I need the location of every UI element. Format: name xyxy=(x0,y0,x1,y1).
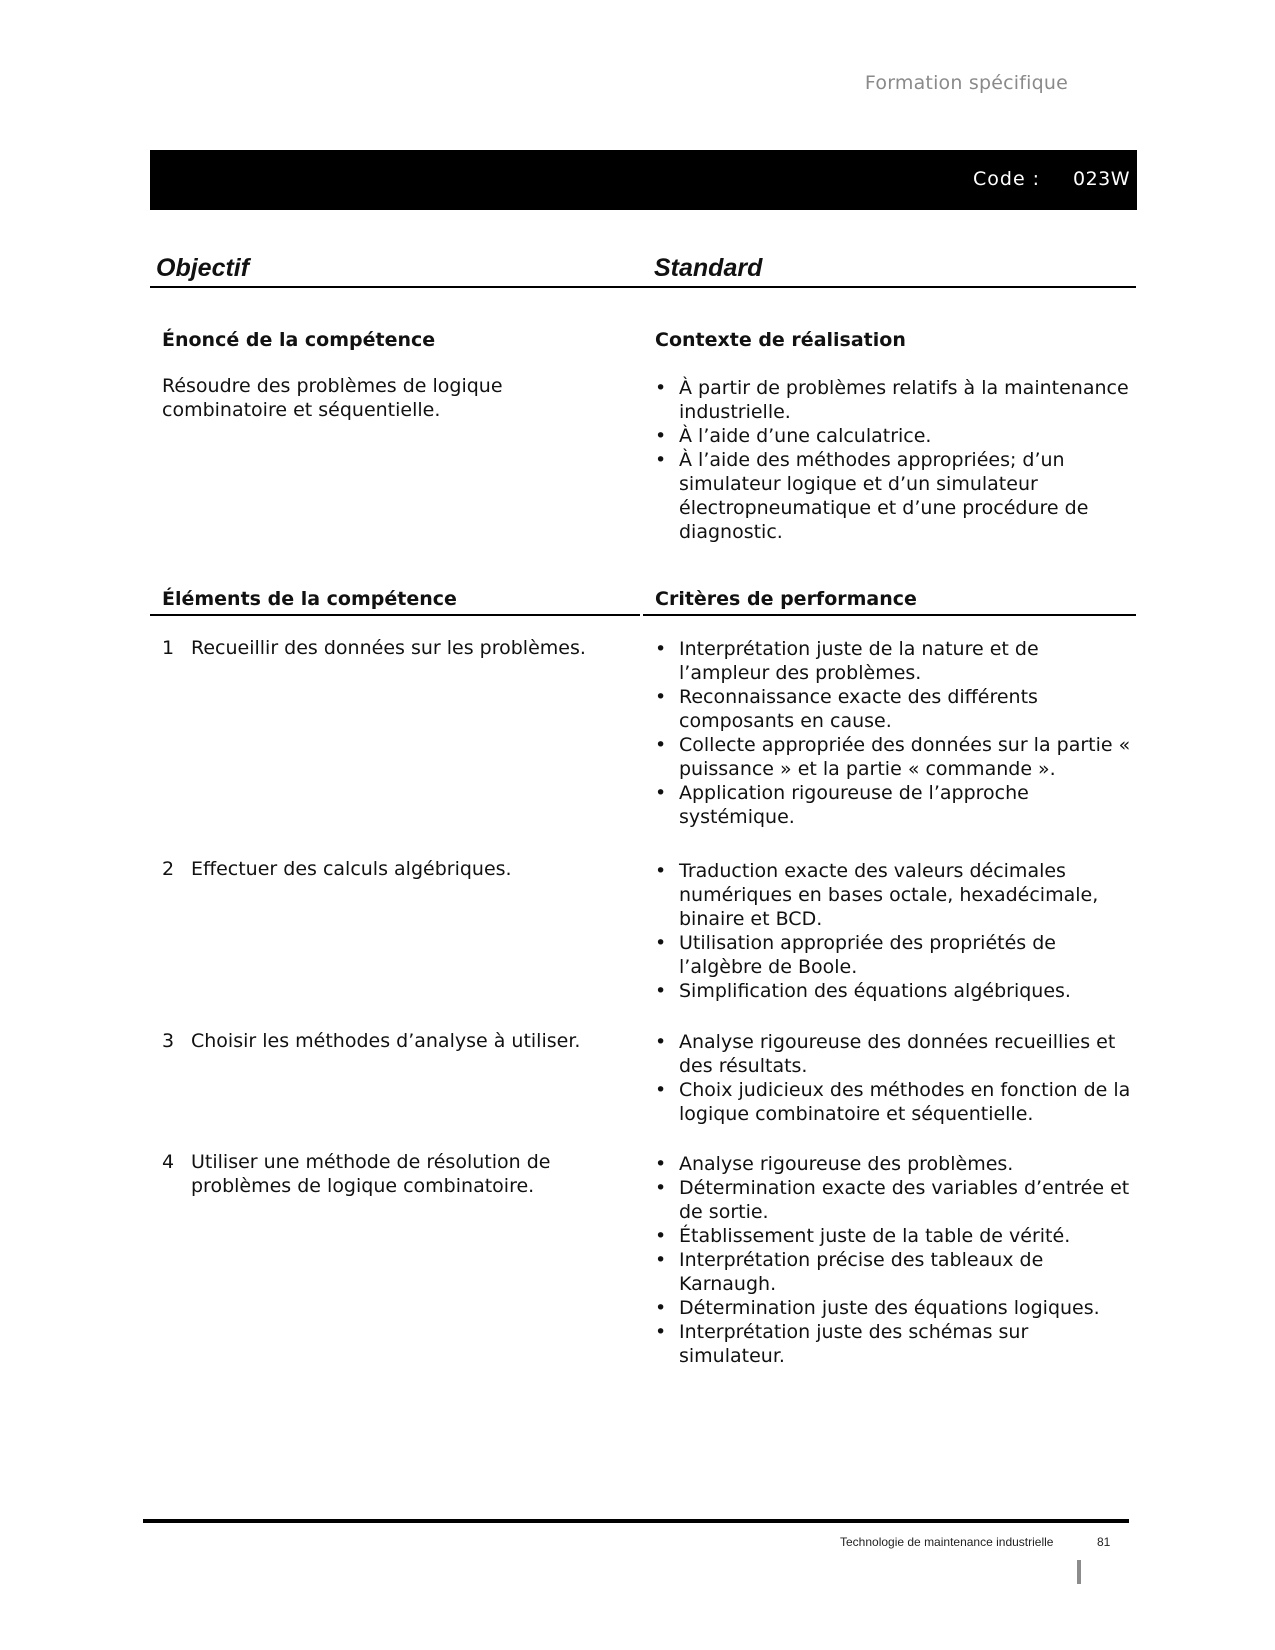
element-item xyxy=(162,1150,631,1198)
contexte-item: • À partir de problèmes relatifs à la maintenance industrielle. xyxy=(655,376,1135,424)
criteres-group-2 xyxy=(655,859,1135,1003)
contexte-item: • À l’aide des méthodes appropriées; d’un simulateur logique et d’un simulateur électropneumatique et d’une procédure de diagnostic. xyxy=(655,448,1135,544)
code-label: Code : xyxy=(973,168,1041,190)
element-text: Effectuer des calculs algébriques. xyxy=(191,858,512,880)
elements-divider xyxy=(150,614,640,616)
critere-item: • Choix judicieux des méthodes en fonction de la logique combinatoire et séquentielle. xyxy=(655,1078,1135,1126)
critere-item: • Reconnaissance exacte des différents composants en cause. xyxy=(655,685,1135,733)
criteres-group-1 xyxy=(655,637,1135,829)
contexte-list xyxy=(655,376,1135,544)
enonce-heading: Énoncé de la compétence xyxy=(162,329,436,351)
element-number: 4 xyxy=(162,1151,175,1173)
critere-item: • Collecte appropriée des données sur la partie « puissance » et la partie « commande ». xyxy=(655,733,1135,781)
critere-item: • Détermination exacte des variables d’entrée et de sortie. xyxy=(655,1176,1135,1224)
critere-item: • Application rigoureuse de l’approche systémique. xyxy=(655,781,1135,829)
element-text: Utiliser une méthode de résolution de problèmes de logique combinatoire. xyxy=(191,1151,551,1197)
objectif-title: Objectif xyxy=(156,254,250,282)
critere-item: • Interprétation juste de la nature et de l’ampleur des problèmes. xyxy=(655,637,1135,685)
criteres-divider xyxy=(643,614,1136,616)
element-text: Recueillir des données sur les problèmes. xyxy=(191,637,586,659)
critere-item: • Détermination juste des équations logiques. xyxy=(655,1296,1135,1320)
element-item xyxy=(162,1029,631,1053)
footer-divider xyxy=(143,1519,1129,1523)
standard-title: Standard xyxy=(654,254,763,282)
criteres-heading: Critères de performance xyxy=(655,588,917,610)
element-item xyxy=(162,636,631,660)
enonce-text: Résoudre des problèmes de logique combinatoire et séquentielle. xyxy=(162,375,503,421)
element-number: 1 xyxy=(162,637,175,659)
critere-item: • Simplification des équations algébriques. xyxy=(655,979,1135,1003)
running-header: Formation spécifique xyxy=(864,72,1068,94)
critere-item: • Analyse rigoureuse des données recueillies et des résultats. xyxy=(655,1030,1135,1078)
element-text: Choisir les méthodes d’analyse à utiliser. xyxy=(191,1030,581,1052)
critere-item: • Analyse rigoureuse des problèmes. xyxy=(655,1152,1135,1176)
critere-item: • Établissement juste de la table de vérité. xyxy=(655,1224,1135,1248)
critere-item: • Interprétation juste des schémas sur simulateur. xyxy=(655,1320,1135,1368)
critere-item: • Interprétation précise des tableaux de Karnaugh. xyxy=(655,1248,1135,1296)
page-number: 81 xyxy=(1097,1535,1111,1549)
contexte-item: • À l’aide d’une calculatrice. xyxy=(655,424,1135,448)
element-number: 3 xyxy=(162,1030,175,1052)
title-divider xyxy=(150,286,1136,288)
elements-heading: Éléments de la compétence xyxy=(162,588,457,610)
footer-mark xyxy=(1077,1560,1081,1584)
footer-title: Technologie de maintenance industrielle xyxy=(840,1535,1054,1549)
element-item xyxy=(162,857,631,881)
criteres-group-3 xyxy=(655,1030,1135,1126)
critere-item: • Traduction exacte des valeurs décimales numériques en bases octale, hexadécimale, binaire et BCD. xyxy=(655,859,1135,931)
contexte-heading: Contexte de réalisation xyxy=(655,329,906,351)
code-value: 023W xyxy=(1073,168,1131,190)
critere-item: • Utilisation appropriée des propriétés de l’algèbre de Boole. xyxy=(655,931,1135,979)
element-number: 2 xyxy=(162,858,175,880)
criteres-group-4 xyxy=(655,1152,1135,1368)
